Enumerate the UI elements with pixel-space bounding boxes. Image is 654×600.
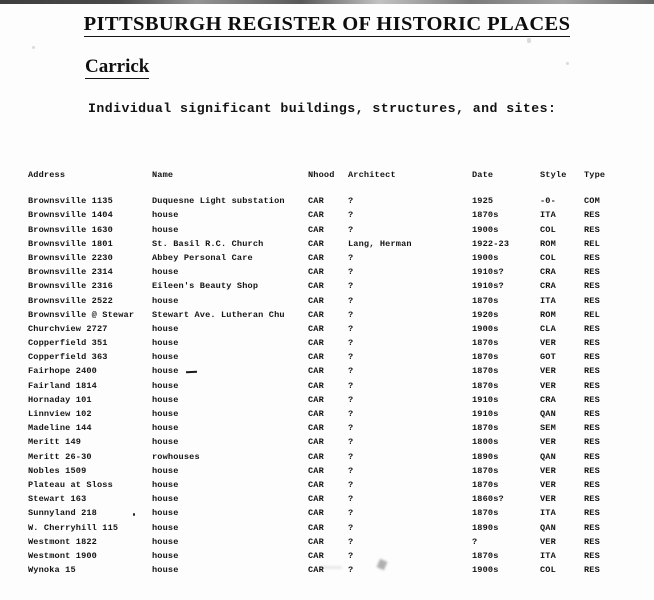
table-row	[28, 435, 628, 449]
cell-architect: ?	[348, 394, 354, 405]
cell-name: house	[152, 224, 179, 235]
cell-architect: ?	[348, 252, 354, 263]
cell-architect: ?	[348, 565, 354, 576]
cell-name: Duquesne Light substation	[152, 196, 285, 207]
cell-type: RES	[584, 508, 600, 519]
cell-date: 1870s	[472, 380, 499, 391]
cell-date: 1890s	[472, 451, 499, 462]
cell-address: Brownsville 1630	[28, 224, 113, 235]
cell-address: Sunnyland 218	[28, 508, 97, 519]
cell-date: 1870s	[472, 295, 499, 306]
table-row	[28, 407, 628, 421]
cell-address: Plateau at Sloss	[28, 479, 113, 490]
cell-nhood: CAR	[308, 479, 324, 490]
cell-nhood: CAR	[308, 238, 324, 249]
cell-architect: ?	[348, 465, 354, 476]
cell-style: CRA	[540, 281, 556, 292]
cell-address: Brownsville 2522	[28, 295, 113, 306]
cell-name: house	[152, 323, 179, 334]
cell-architect: ?	[348, 267, 354, 278]
table-row	[28, 379, 628, 393]
cell-style: VER	[540, 536, 556, 547]
cell-address: Madeline 144	[28, 423, 92, 434]
cell-architect: ?	[348, 196, 354, 207]
cell-type: RES	[584, 522, 600, 533]
cell-name: house	[152, 267, 179, 278]
table-row	[28, 535, 628, 549]
cell-type: RES	[584, 252, 600, 263]
cell-style: -0-	[540, 196, 556, 207]
cell-address: Brownsville @ Stewar	[28, 309, 135, 320]
cell-type: RES	[584, 323, 600, 334]
cell-address: Brownsville 1135	[28, 196, 113, 207]
cell-architect: ?	[348, 338, 354, 349]
cell-nhood: CAR	[308, 536, 324, 547]
cell-date: 1860s?	[472, 494, 504, 505]
cell-nhood: CAR	[308, 352, 324, 363]
section-subtitle: Individual significant buildings, structures, and sites:	[88, 101, 557, 116]
cell-nhood: CAR	[308, 522, 324, 533]
neighborhood-heading	[85, 56, 149, 78]
cell-style: QAN	[540, 409, 556, 419]
cell-date: 1900s	[472, 323, 499, 334]
column-header-architect: Architect	[348, 170, 396, 180]
cell-style: COL	[540, 565, 556, 576]
cell-name: house	[152, 437, 179, 448]
column-header-type: Type	[584, 170, 606, 180]
cell-nhood: CAR	[308, 366, 324, 377]
cell-type: RES	[584, 536, 600, 547]
cell-address: Linnview 102	[28, 409, 92, 419]
cell-date: 1922-23	[472, 238, 510, 249]
cell-date: 1870s	[472, 352, 499, 363]
cell-date: 1870s	[472, 210, 499, 221]
cell-address: Wynoka 15	[28, 565, 76, 576]
cell-architect: ?	[348, 309, 354, 320]
cell-date: 1870s	[472, 479, 499, 490]
cell-name: St. Basil R.C. Church	[152, 238, 264, 249]
cell-address: Churchview 2727	[28, 323, 108, 334]
cell-type: RES	[584, 465, 600, 476]
cell-name: house	[152, 352, 179, 363]
cell-date: ?	[472, 536, 478, 547]
cell-address: Brownsville 1801	[28, 238, 113, 249]
cell-date: 1910s	[472, 409, 499, 419]
cell-address: Hornaday 101	[28, 394, 92, 405]
cell-nhood: CAR	[308, 224, 324, 235]
cell-date: 1890s	[472, 522, 499, 533]
cell-type: RES	[584, 352, 600, 363]
table-body	[28, 194, 628, 577]
cell-name: house	[152, 409, 179, 419]
cell-nhood: CAR	[308, 508, 324, 519]
cell-name: house	[152, 508, 179, 519]
cell-name: house	[152, 522, 179, 533]
table-row	[28, 478, 628, 492]
cell-style: ITA	[540, 210, 556, 221]
cell-type: RES	[584, 267, 600, 278]
cell-style: VER	[540, 338, 556, 349]
cell-name: house	[152, 338, 179, 349]
cell-address: Fairhope 2400	[28, 366, 97, 377]
cell-style: SEM	[540, 423, 556, 434]
cell-architect: ?	[348, 323, 354, 334]
column-header-address: Address	[28, 170, 66, 180]
cell-architect: ?	[348, 352, 354, 363]
cell-nhood: CAR	[308, 196, 324, 207]
cell-address: Brownsville 2314	[28, 267, 113, 278]
cell-style: COL	[540, 252, 556, 263]
cell-architect: ?	[348, 508, 354, 519]
cell-nhood: CAR	[308, 267, 324, 278]
cell-date: 1925	[472, 196, 494, 207]
cell-type: RES	[584, 409, 600, 419]
cell-address: Nobles 1509	[28, 465, 87, 476]
cell-type: RES	[584, 210, 600, 221]
cell-name: house	[152, 536, 179, 547]
cell-name: house	[152, 423, 179, 434]
cell-address: Brownsville 2230	[28, 252, 113, 263]
cell-name: house	[152, 494, 179, 505]
table-row	[28, 208, 628, 222]
cell-date: 1920s	[472, 309, 499, 320]
cell-date: 1910s	[472, 394, 499, 405]
scan-top-edge-artifact	[0, 0, 654, 4]
neighborhood-heading-text: Carrick	[85, 56, 150, 77]
cell-nhood: CAR	[308, 338, 324, 349]
cell-type: REL	[584, 309, 600, 320]
cell-style: ITA	[540, 508, 556, 519]
historic-places-table	[28, 168, 628, 577]
cell-address: Fairland 1814	[28, 380, 97, 391]
cell-address: Meritt 149	[28, 437, 82, 448]
table-row	[28, 322, 628, 336]
cell-architect: ?	[348, 409, 354, 419]
column-header-date: Date	[472, 170, 494, 180]
cell-architect: ?	[348, 536, 354, 547]
cell-nhood: CAR	[308, 394, 324, 405]
cell-date: 1910s?	[472, 281, 504, 292]
cell-name: house	[152, 380, 179, 391]
cell-type: RES	[584, 423, 600, 434]
scan-speck-artifact	[566, 62, 569, 65]
cell-type: RES	[584, 394, 600, 405]
cell-architect: ?	[348, 479, 354, 490]
table-row	[28, 350, 628, 364]
cell-name: house	[152, 394, 179, 405]
cell-style: QAN	[540, 522, 556, 533]
cell-date: 1870s	[472, 366, 499, 377]
cell-address: W. Cherryhill 115	[28, 522, 119, 533]
cell-style: ITA	[540, 550, 556, 561]
cell-name: Stewart Ave. Lutheran Chu	[152, 309, 285, 320]
cell-architect: Lang, Herman	[348, 238, 412, 249]
cell-style: CRA	[540, 394, 556, 405]
cell-style: CRA	[540, 267, 556, 278]
cell-type: RES	[584, 451, 600, 462]
cell-nhood: CAR	[308, 281, 324, 292]
cell-style: VER	[540, 380, 556, 391]
page-title-text: PITTSBURGH REGISTER OF HISTORIC PLACES	[83, 13, 571, 35]
table-row	[28, 450, 628, 464]
cell-type: RES	[584, 338, 600, 349]
cell-style: ROM	[540, 238, 556, 249]
table-row	[28, 563, 628, 577]
cell-type: RES	[584, 494, 600, 505]
cell-type: COM	[584, 196, 600, 207]
cell-type: RES	[584, 224, 600, 235]
cell-date: 1800s	[472, 437, 499, 448]
cell-architect: ?	[348, 281, 354, 292]
cell-name: Abbey Personal Care	[152, 252, 253, 263]
cell-architect: ?	[348, 451, 354, 462]
cell-type: RES	[584, 380, 600, 391]
scan-speck-artifact	[32, 46, 35, 49]
table-row	[28, 336, 628, 350]
cell-type: REL	[584, 238, 600, 249]
cell-date: 1870s	[472, 465, 499, 476]
cell-style: CLA	[540, 323, 556, 334]
cell-nhood: CAR	[308, 210, 324, 221]
cell-nhood: CAR	[308, 437, 324, 448]
cell-architect: ?	[348, 295, 354, 306]
cell-address: Westmont 1900	[28, 550, 97, 561]
table-row	[28, 549, 628, 563]
column-header-style: Style	[540, 170, 567, 180]
table-row	[28, 294, 628, 308]
cell-style: VER	[540, 366, 556, 377]
table-row	[28, 265, 628, 279]
column-header-name: Name	[152, 170, 174, 180]
cell-nhood: CAR	[308, 309, 324, 320]
cell-architect: ?	[348, 550, 354, 561]
table-header-row	[28, 168, 628, 182]
handwritten-dash-mark	[186, 371, 197, 373]
cell-nhood: CAR	[308, 409, 324, 419]
table-row	[28, 364, 628, 378]
cell-address: Brownsville 2316	[28, 281, 113, 292]
cell-date: 1870s	[472, 508, 499, 519]
cell-date: 1870s	[472, 423, 499, 434]
handwritten-dot-mark	[133, 513, 135, 515]
cell-nhood: CAR	[308, 550, 324, 561]
cell-address: Stewart 163	[28, 494, 87, 505]
table-row	[28, 521, 628, 535]
table-row	[28, 464, 628, 478]
table-row	[28, 492, 628, 506]
cell-style: ROM	[540, 309, 556, 320]
cell-architect: ?	[348, 366, 354, 377]
cell-style: VER	[540, 437, 556, 448]
cell-nhood: CAR	[308, 423, 324, 434]
cell-name: Eileen's Beauty Shop	[152, 281, 259, 292]
cell-name: house	[152, 295, 179, 306]
cell-name: rowhouses	[152, 451, 200, 462]
table-row	[28, 223, 628, 237]
cell-nhood: CAR	[308, 494, 324, 505]
cell-style: COL	[540, 224, 556, 235]
cell-architect: ?	[348, 224, 354, 235]
table-row	[28, 251, 628, 265]
cell-nhood: CAR	[308, 295, 324, 306]
cell-name: house	[152, 479, 179, 490]
cell-address: Copperfield 363	[28, 352, 108, 363]
cell-address: Brownsville 1404	[28, 210, 113, 221]
cell-style: VER	[540, 465, 556, 476]
cell-nhood: CAR	[308, 252, 324, 263]
cell-name: house	[152, 366, 179, 377]
cell-date: 1900s	[472, 224, 499, 235]
cell-nhood: CAR	[308, 380, 324, 391]
cell-architect: ?	[348, 423, 354, 434]
cell-style: VER	[540, 479, 556, 490]
table-row	[28, 279, 628, 293]
table-row	[28, 237, 628, 251]
cell-name: house	[152, 550, 179, 561]
cell-name: house	[152, 210, 179, 221]
cell-architect: ?	[348, 380, 354, 391]
cell-date: 1900s	[472, 565, 499, 576]
cell-nhood: CAR	[308, 565, 324, 576]
cell-architect: ?	[348, 437, 354, 448]
cell-date: 1910s?	[472, 267, 504, 278]
table-row	[28, 421, 628, 435]
cell-style: ITA	[540, 295, 556, 306]
table-row	[28, 308, 628, 322]
cell-name: house	[152, 465, 179, 476]
cell-type: RES	[584, 550, 600, 561]
cell-date: 1900s	[472, 252, 499, 263]
cell-address: Westmont 1822	[28, 536, 97, 547]
cell-type: RES	[584, 281, 600, 292]
table-row	[28, 194, 628, 208]
cell-type: RES	[584, 479, 600, 490]
cell-type: RES	[584, 295, 600, 306]
table-row	[28, 393, 628, 407]
cell-type: RES	[584, 437, 600, 448]
page-title	[0, 13, 654, 36]
cell-address: Meritt 26-30	[28, 451, 92, 462]
cell-address: Copperfield 351	[28, 338, 108, 349]
cell-architect: ?	[348, 522, 354, 533]
cell-date: 1870s	[472, 338, 499, 349]
cell-architect: ?	[348, 494, 354, 505]
table-row	[28, 506, 628, 520]
cell-nhood: CAR	[308, 451, 324, 462]
cell-style: GOT	[540, 352, 556, 363]
cell-nhood: CAR	[308, 465, 324, 476]
scan-speck-artifact	[527, 38, 531, 43]
cell-name: house	[152, 565, 179, 576]
cell-architect: ?	[348, 210, 354, 221]
cell-type: RES	[584, 366, 600, 377]
cell-nhood: CAR	[308, 323, 324, 334]
cell-style: QAN	[540, 451, 556, 462]
cell-style: VER	[540, 494, 556, 505]
cell-date: 1870s	[472, 550, 499, 561]
column-header-nhood: Nhood	[308, 170, 335, 180]
cell-type: RES	[584, 565, 600, 576]
